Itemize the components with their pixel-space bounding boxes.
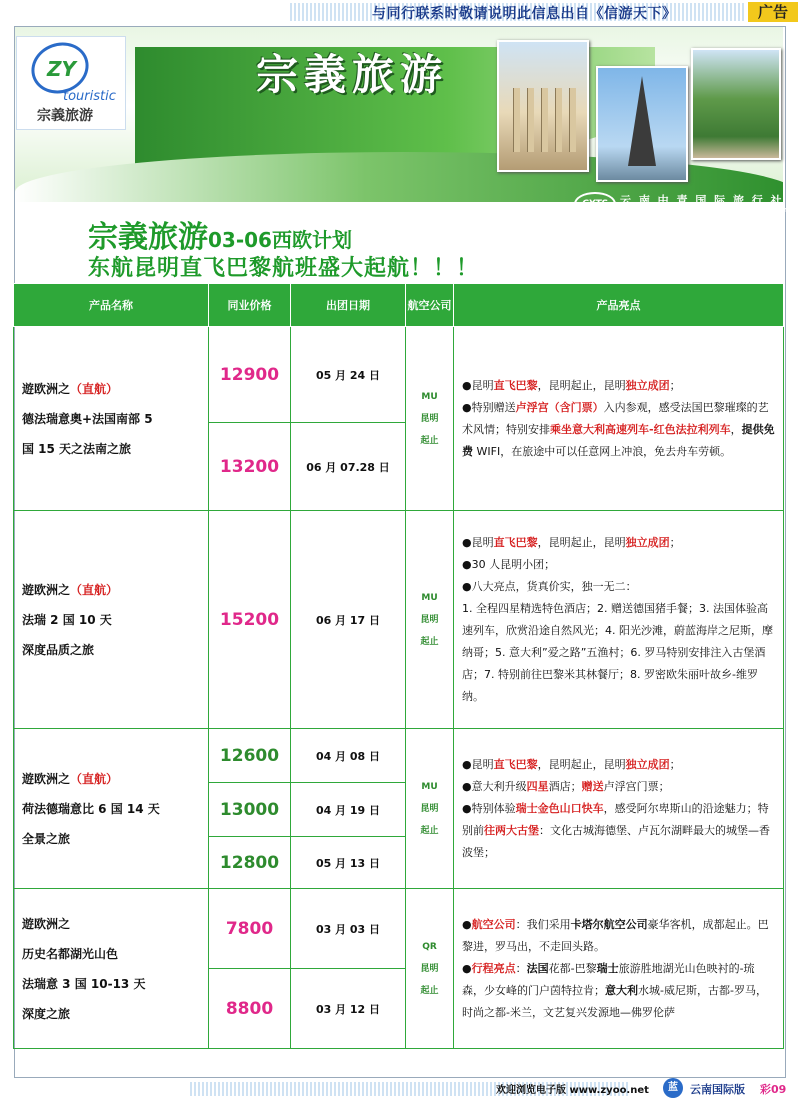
price: 15200 xyxy=(209,511,291,729)
departure-date: 05 月 24 日 xyxy=(291,327,406,423)
headline-plan-text: 03-06西欧计划 xyxy=(208,228,352,252)
product-table xyxy=(13,283,783,1049)
highlights: ●昆明直飞巴黎，昆明起止，昆明独立成团； ●意大利升级四星酒店；赠送卢浮宫门票； ●特别体验瑞士金色山口快车，感受阿尔卑斯山的沿途魅力；特别前往两大古堡：文化古城海德堡、卢瓦尔湖畔最大的城堡—香波堡； xyxy=(454,729,784,889)
footer-welcome: 欢迎浏览电子版 www.zyoo.net xyxy=(496,1085,649,1096)
price: 12900 xyxy=(209,327,291,423)
table-row xyxy=(14,729,784,783)
highlights: ●航空公司：我们采用卡塔尔航空公司豪华客机，成都起止。巴黎进，罗马出，不走回头路。 ●行程亮点：法国花都-巴黎瑞士旅游胜地湖光山色映衬的-琉森，少女峰的门户茵特拉肯；意大利水城-威尼斯，古都-罗马，时尚之都-米兰，文艺复兴发源地—佛罗伦萨 xyxy=(454,889,784,1049)
top-bar xyxy=(0,0,800,24)
product-name: 遊欧洲之（直航） 荷法德瑞意比 6 国 14 天 全景之旅 xyxy=(14,729,209,889)
photo-mountain-village xyxy=(691,48,781,160)
headline-slogan: 东航昆明直飞巴黎航班盛大起航！！！ xyxy=(88,256,480,281)
ad-label: 广告 xyxy=(748,2,798,22)
header-price: 同业价格 xyxy=(209,284,291,327)
headline-brand: 宗義旅游 xyxy=(88,220,208,255)
footer xyxy=(0,1078,800,1100)
agency-name-en: China Youth Travel Sevice Co.Led .Yun Nan xyxy=(620,206,789,214)
departure-date: 06 月 07.28 日 xyxy=(291,423,406,511)
departure-date: 04 月 08 日 xyxy=(291,729,406,783)
top-notice: 与同行联系时敬请说明此信息出自《信游天下》 xyxy=(372,6,677,22)
departure-date: 03 月 03 日 xyxy=(291,889,406,969)
logo-cn: 宗義旅游 xyxy=(37,108,93,124)
photo-eiffel-tower xyxy=(596,66,688,182)
price: 7800 xyxy=(209,889,291,969)
departure-date: 04 月 19 日 xyxy=(291,783,406,837)
airline: MU 昆明 起止 xyxy=(406,729,454,889)
headline-plan xyxy=(88,212,352,256)
footer-edition: 云南国际版 xyxy=(690,1083,745,1096)
photo-greek-temple xyxy=(497,40,589,172)
edition-badge: 蓝 xyxy=(663,1078,683,1098)
agency-name-cn: 云 南 中 青 国 际 旅 行 社 xyxy=(620,194,784,207)
product-name: 遊欧洲之（直航） 德法瑞意奥+法国南部 5 国 15 天之法南之旅 xyxy=(14,327,209,511)
table-row xyxy=(14,327,784,423)
departure-date: 03 月 12 日 xyxy=(291,969,406,1049)
product-name: 遊欧洲之 历史名都湖光山色 法瑞意 3 国 10-13 天 深度之旅 xyxy=(14,889,209,1049)
price: 12800 xyxy=(209,837,291,889)
table-row xyxy=(14,889,784,969)
airline: QR 昆明 起止 xyxy=(406,889,454,1049)
agency-logo: CYTS xyxy=(574,192,616,216)
header-airline: 航空公司 xyxy=(406,284,454,327)
page-number: 彩09 xyxy=(760,1083,787,1096)
header-date: 出团日期 xyxy=(291,284,406,327)
price: 13200 xyxy=(209,423,291,511)
logo-en: touristic xyxy=(63,89,116,104)
product-name: 遊欧洲之（直航） 法瑞 2 国 10 天 深度品质之旅 xyxy=(14,511,209,729)
table-header-row xyxy=(14,284,784,327)
brand-title: 宗義旅游 xyxy=(256,50,449,99)
table-row xyxy=(14,511,784,729)
airline: MU 昆明 起止 xyxy=(406,511,454,729)
price: 12600 xyxy=(209,729,291,783)
header-name: 产品名称 xyxy=(14,284,209,327)
highlights: ●昆明直飞巴黎，昆明起止，昆明独立成团； ●特别赠送卢浮宫（含门票）入内参观，感受法国巴黎璀璨的艺术风情；特别安排乘坐意大利高速列车-红色法拉利列车，提供免费 WIFI，在旅途中可以任意网上冲浪，免去舟车劳顿。 xyxy=(454,327,784,511)
highlights: ●昆明直飞巴黎，昆明起止，昆明独立成团； ●30 人昆明小团； ●八大亮点，货真价实，独一无二： 1. 全程四星精选特色酒店；2. 赠送德国猪手餐；3. 法国体验高速列车，欣赏沿途自然风光；4. 阳光沙滩，蔚蓝海岸之尼斯，摩纳哥；5. 意大利”爱之路”五渔村；6. 罗马特别安排注入古堡酒店；7. 特别前往巴黎米其林餐厅；8. 罗密欧朱丽叶故乡-维罗纳。 xyxy=(454,511,784,729)
airline: MU 昆明 起止 xyxy=(406,327,454,511)
price: 13000 xyxy=(209,783,291,837)
departure-date: 05 月 13 日 xyxy=(291,837,406,889)
header-highlights: 产品亮点 xyxy=(454,284,784,327)
price: 8800 xyxy=(209,969,291,1049)
departure-date: 06 月 17 日 xyxy=(291,511,406,729)
logo-mark: ZY xyxy=(47,57,76,81)
company-logo xyxy=(16,36,126,130)
